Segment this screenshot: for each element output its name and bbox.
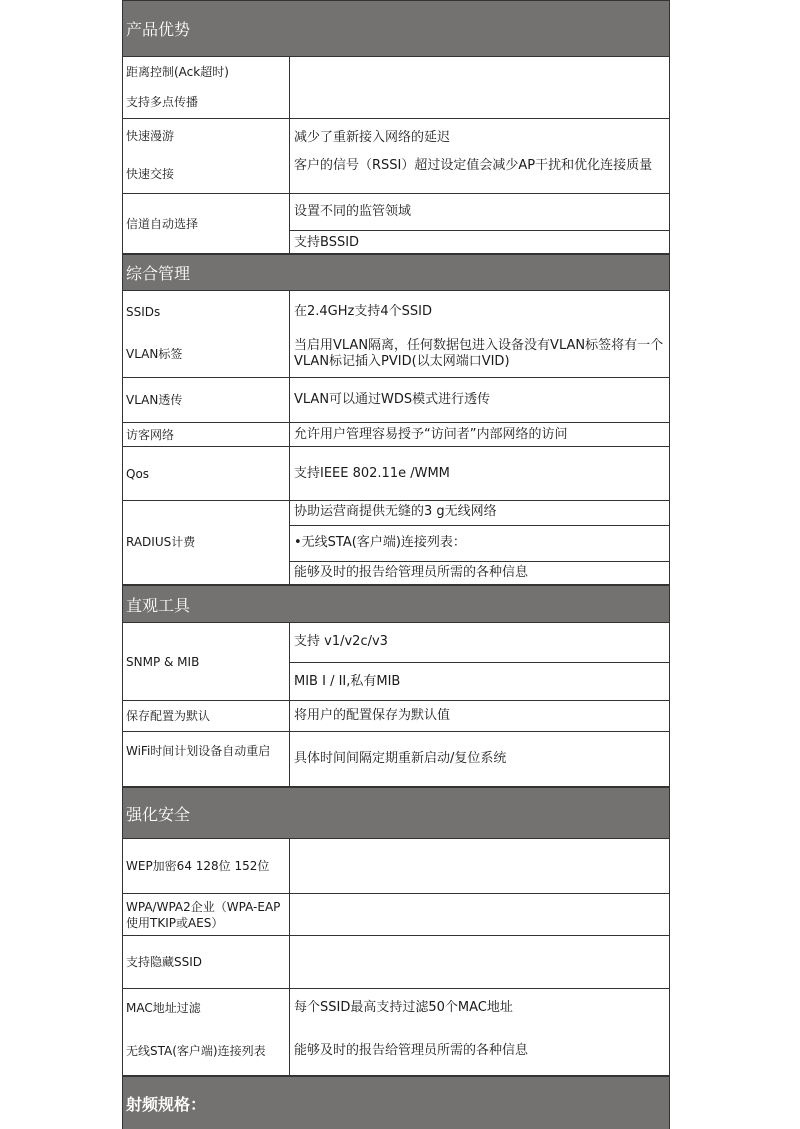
section-header-tools	[122, 585, 670, 623]
row-label-cell	[122, 701, 290, 731]
divider	[290, 230, 670, 231]
row-value-cell	[290, 291, 670, 377]
row-value: 在2.4GHz支持4个SSID	[294, 304, 432, 319]
table-row	[122, 701, 670, 732]
section-header-security	[122, 787, 670, 839]
section-title: 射频规格：	[126, 1094, 207, 1114]
row-label-cell	[122, 378, 290, 422]
row-label: RADIUS计费	[126, 535, 196, 549]
row-value: 具体时间间隔定期重新启动/复位系统	[294, 751, 507, 766]
row-value-cell	[290, 989, 670, 1075]
row-label: 访客网络	[126, 428, 175, 442]
row-value-cell	[290, 57, 670, 118]
row-value-cell	[290, 378, 670, 422]
row-label-cell	[122, 894, 290, 935]
row-label: WPA/WPA2企业（WPA-EAP使用TKIP或AES）	[126, 900, 281, 930]
row-label: SNMP & MIB	[126, 655, 200, 669]
row-label: MAC地址过滤	[126, 1001, 201, 1015]
table-row	[122, 378, 670, 423]
table-row	[122, 623, 670, 701]
row-value-cell	[290, 894, 670, 935]
table-row	[122, 57, 670, 119]
row-label: Qos	[126, 467, 150, 481]
row-value: 能够及时的报告给管理员所需的各种信息	[294, 1043, 529, 1058]
row-value-cell	[290, 732, 670, 786]
row-label-cell	[122, 291, 290, 377]
table-row	[122, 119, 670, 194]
row-value-cell	[290, 423, 670, 446]
table-row	[122, 501, 670, 585]
row-value-cell	[290, 936, 670, 988]
row-label: 保存配置为默认	[126, 709, 211, 723]
row-label-cell	[122, 194, 290, 253]
table-row	[122, 194, 670, 254]
row-value: 客户的信号（RSSI）超过设定值会减少AP干扰和优化连接质量	[294, 158, 653, 173]
row-label: WEP加密64 128位 152位	[126, 859, 270, 873]
row-label-cell	[122, 989, 290, 1075]
section-title: 综合管理	[126, 264, 191, 283]
row-label-cell	[122, 732, 290, 786]
table-row	[122, 291, 670, 378]
section-header-advantages	[122, 0, 670, 57]
table-row	[122, 839, 670, 894]
section-title: 强化安全	[126, 804, 191, 824]
row-value-cell	[290, 119, 670, 193]
row-value: 允许用户管理容易授予“访问者”内部网络的访问	[294, 427, 568, 442]
table-border-right	[669, 0, 670, 1129]
row-label: VLAN标签	[126, 347, 183, 361]
row-value: MIB I / II,私有MIB	[294, 674, 401, 689]
section-title: 直观工具	[126, 595, 191, 615]
row-label: VLAN透传	[126, 393, 183, 407]
row-label-cell	[122, 119, 290, 193]
row-value: 支持 v1/v2c/v3	[294, 634, 388, 649]
row-value-cell	[290, 501, 670, 584]
row-label: 距离控制(Ack超时)	[126, 65, 229, 79]
row-value: 支持BSSID	[294, 235, 360, 250]
section-header-management	[122, 254, 670, 291]
row-value: 将用户的配置保存为默认值	[294, 708, 451, 723]
row-value: 每个SSID最高支持过滤50个MAC地址	[294, 1000, 513, 1015]
table-row	[122, 989, 670, 1076]
row-value: 当启用VLAN隔离，任何数据包进入设备没有VLAN标签将有一个VLAN标记插入PVID(以太网端口VID)	[294, 338, 664, 369]
row-value: 协助运营商提供无缝的3 g无线网络	[294, 504, 497, 519]
table-row	[122, 447, 670, 501]
row-label: 无线STA(客户端)连接列表	[126, 1044, 266, 1058]
row-label-cell	[122, 623, 290, 700]
row-label: SSIDs	[126, 305, 161, 319]
row-value: 设置不同的监管领域	[294, 204, 412, 219]
row-label-cell	[122, 501, 290, 584]
row-value-cell	[290, 839, 670, 893]
section-title: 产品优势	[126, 20, 191, 39]
row-label: WiFi时间计划设备自动重启	[126, 744, 271, 758]
row-value: 支持IEEE 802.11e /WMM	[294, 466, 450, 481]
row-value: 减少了重新接入网络的延迟	[294, 130, 451, 145]
row-label-cell	[122, 57, 290, 118]
row-label-cell	[122, 936, 290, 988]
table-border-left	[122, 0, 123, 1129]
divider	[290, 525, 670, 526]
row-value-cell	[290, 194, 670, 253]
table-row	[122, 936, 670, 989]
section-header-rf	[122, 1076, 670, 1129]
row-value: •无线STA(客户端)连接列表：	[294, 535, 466, 550]
row-value: VLAN可以通过WDS模式进行透传	[294, 392, 491, 407]
table-row	[122, 423, 670, 447]
row-label: 支持隐藏SSID	[126, 955, 203, 969]
row-label: 支持多点传播	[126, 95, 199, 109]
row-label-cell	[122, 423, 290, 446]
row-label-cell	[122, 839, 290, 893]
divider	[290, 561, 670, 562]
table-row	[122, 894, 670, 936]
row-value-cell	[290, 701, 670, 731]
spec-sheet	[122, 0, 670, 1129]
row-label-cell	[122, 447, 290, 500]
row-label: 快速交接	[126, 167, 175, 181]
row-value: 能够及时的报告给管理员所需的各种信息	[294, 565, 529, 580]
divider	[290, 662, 670, 663]
row-value-cell	[290, 447, 670, 500]
table-row	[122, 732, 670, 787]
row-label: 信道自动选择	[126, 217, 199, 231]
row-label: 快速漫游	[126, 129, 175, 143]
